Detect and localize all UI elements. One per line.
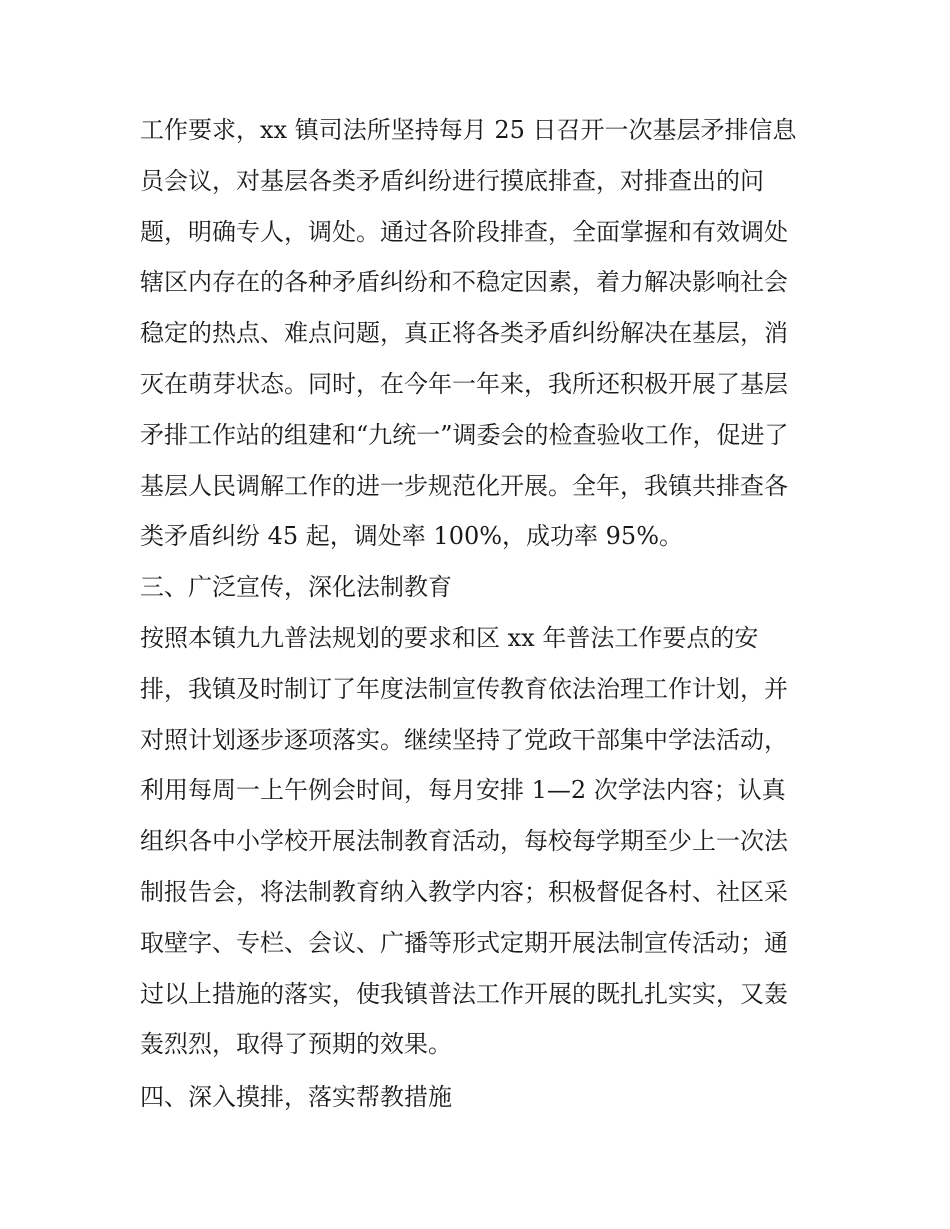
paragraph-line: 轰烈烈，取得了预期的效果。 (140, 1030, 452, 1059)
paragraph-line: 稳定的热点、难点问题，真正将各类矛盾纠纷解决在基层，消 (140, 319, 788, 348)
paragraph-line: 取壁字、专栏、会议、广播等形式定期开展法制宣传活动；通 (140, 928, 788, 957)
section-heading-3: 三、广泛宣传，深化法制教育 (140, 573, 452, 602)
paragraph-line: 基层人民调解工作的进一步规范化开展。全年，我镇共排查各 (140, 471, 788, 500)
paragraph-line: 灭在萌芽状态。同时，在今年一年来，我所还积极开展了基层 (140, 369, 788, 398)
paragraph-line: 制报告会，将法制教育纳入教学内容；积极督促各村、社区采 (140, 877, 788, 906)
paragraph-line: 员会议，对基层各类矛盾纠纷进行摸底排查，对排查出的问 (140, 166, 764, 195)
paragraph-line: 利用每周一上午例会时间，每月安排 1—2 次学法内容；认真 (140, 776, 786, 805)
paragraph-line: 类矛盾纠纷 45 起，调处率 100%，成功率 95%。 (140, 522, 684, 551)
paragraph-line: 矛排工作站的组建和“九统一”调委会的检查验收工作，促进了 (140, 420, 789, 449)
paragraph-line: 辖区内存在的各种矛盾纠纷和不稳定因素，着力解决影响社会 (140, 268, 788, 297)
paragraph-line: 排，我镇及时制订了年度法制宣传教育依法治理工作计划，并 (140, 674, 788, 703)
paragraph-line: 过以上措施的落实，使我镇普法工作开展的既扎扎实实，又轰 (140, 979, 788, 1008)
document-body (140, 105, 820, 1123)
paragraph-line: 工作要求，xx 镇司法所坚持每月 25 日召开一次基层矛排信息 (140, 116, 797, 144)
paragraph-line: 对照计划逐步逐项落实。继续坚持了党政干部集中学法活动， (140, 725, 788, 754)
paragraph-line: 题，明确专人，调处。通过各阶段排查，全面掌握和有效调处 (140, 217, 788, 246)
section-heading-4: 四、深入摸排，落实帮教措施 (140, 1083, 452, 1112)
paragraph-line: 组织各中小学校开展法制教育活动，每校每学期至少上一次法 (140, 827, 788, 856)
paragraph-line: 按照本镇九九普法规划的要求和区 xx 年普法工作要点的安 (140, 623, 759, 652)
